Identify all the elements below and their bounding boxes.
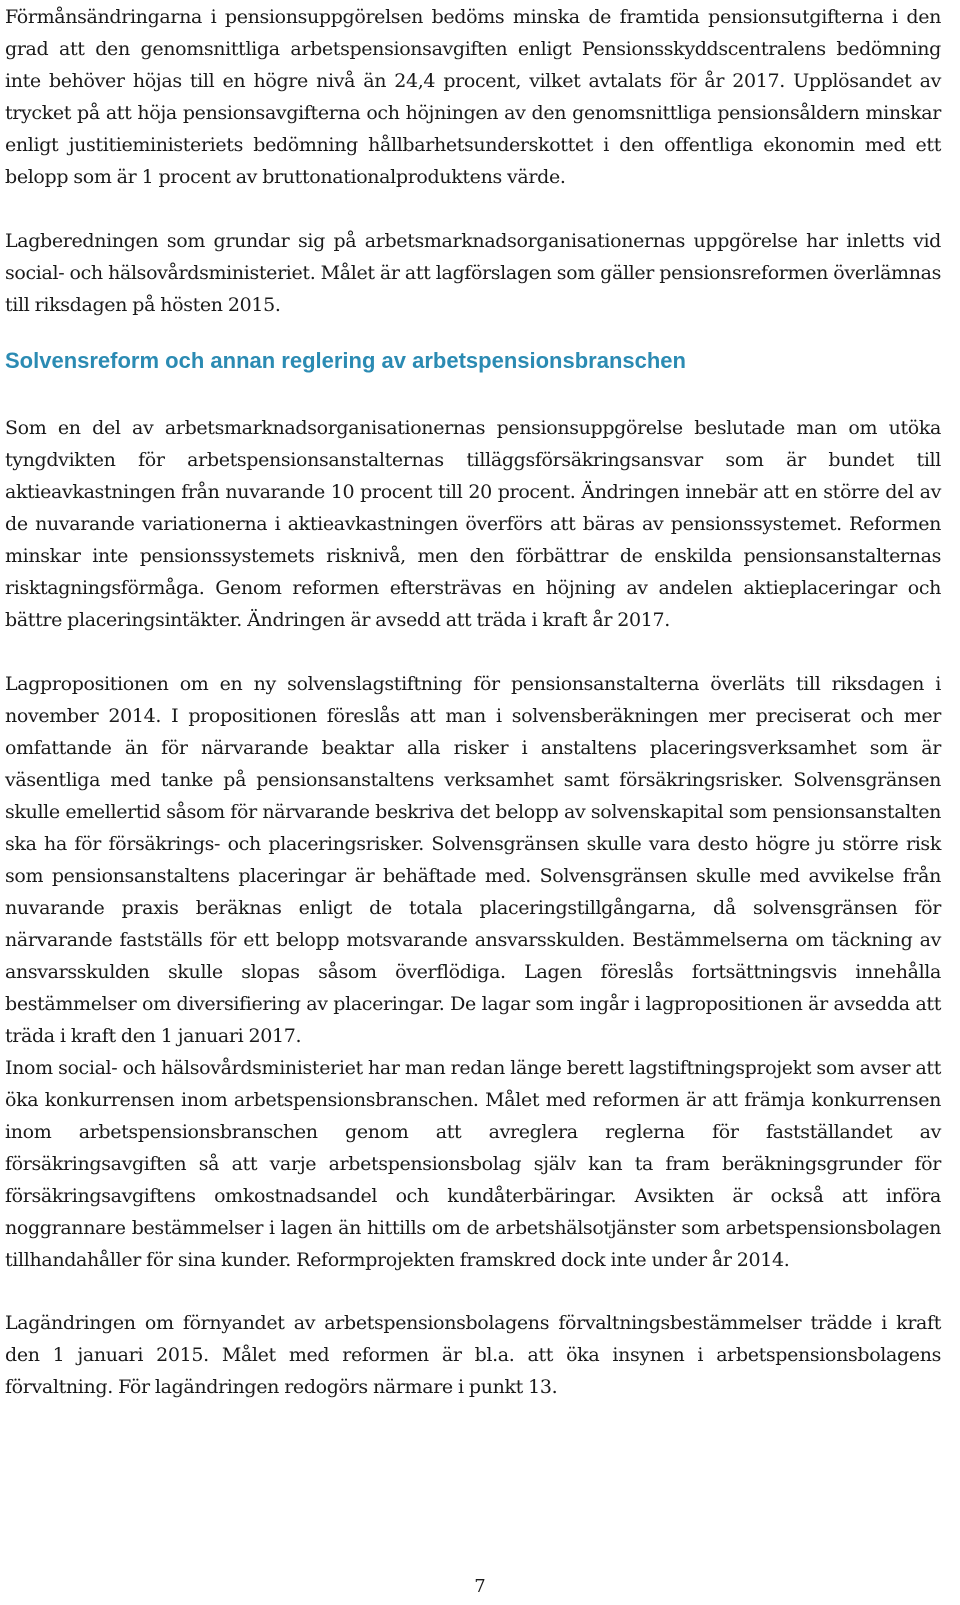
paragraph-law-drafting: Lagberedningen som grundar sig på arbetsmarknadsorganisationernas uppgörelse har inletts vid social- och hälsovårdsministeriet. Målet är att lagförslagen som gäller pensionsreformen överlämnas till riksdagen på hösten 2015. [5,230,941,316]
paragraph-governance-amendment: Lagändringen om förnyandet av arbetspensionsbolagens förvaltningsbestämmelser trädde i kraft den 1 januari 2015. Målet med reformen är bl.a. att öka insynen i arbetspensionsbolagens förvaltning. För lagändringen redogörs närmare i punkt 13. [5,1312,941,1398]
paragraph-solvency-proposal: Lagpropositionen om en ny solvenslagstiftning för pensionsanstalterna överläts till riksdagen i november 2014. I propositionen föreslås att man i solvensberäkningen mer preciserat och mer omfattande än för närvarande beaktar alla risker i anstaltens placeringsverksamhet som är väsentliga med tanke på pensionsanstaltens verksamhet samt försäkringsrisker. Solvensgränsen skulle emellertid såsom för närvarande beskriva det belopp av solvenskapital som pensionsanstalten ska ha för försäkrings- och placeringsrisker. Solvensgränsen skulle vara desto högre ju större risk som pensionsanstaltens placeringar är behäftade med. Solvensgränsen skulle med avvikelse från nuvarande praxis beräknas enligt de totala placeringstillgångarna, då solvensgränsen för närvarande fastställs för ett belopp motsvarande ansvarsskulden. Bestämmelserna om täckning av ansvarsskulden skulle slopas såsom överflödiga. Lagen föreslås fortsättningsvis innehålla bestämmelser om diversifiering av placeringar. De lagar som ingår i lagpropositionen är avsedda att träda i kraft den 1 januari 2017. [5,673,941,1047]
paragraph-equity-linked-buffer: Som en del av arbetsmarknadsorganisationernas pensionsuppgörelse beslutade man om utöka tyngdvikten för arbetspensionsanstalternas tilläggsförsäkringsansvar som är bundet till aktieavkastningen från nuvarande 10 procent till 20 procent. Ändringen innebär att en större del av de nuvarande variationerna i aktieavkastningen överförs att bäras av pensionssystemet. Reformen minskar inte pensionssystemets risknivå, men den förbättrar de enskilda pensionsanstalternas risktagningsförmåga. Genom reformen eftersträvas en höjning av andelen aktieplaceringar och bättre placeringsintäkter. Ändringen är avsedd att träda i kraft år 2017. [5,417,941,631]
page-number: 7 [474,1576,486,1597]
paragraph-competition-reform: Inom social- och hälsovårdsministeriet har man redan länge berett lagstiftningsprojekt som avser att öka konkurrensen inom arbetspensionsbranschen. Målet med reformen är att främja konkurrensen inom arbetspensionsbranschen genom att avreglera reglerna för fastställandet av försäkringsavgiften så att varje arbetspensionsbolag själv kan ta fram beräkningsgrunder för försäkringsavgiftens omkostnadsandel och kundåterbäringar. Avsikten är också att införa noggrannare bestämmelser i lagen än hittills om de arbetshälsotjänster som arbetspensionsbolagen tillhandahåller för sina kunder. Reformprojekten framskred dock inte under år 2014. [5,1057,941,1271]
section-heading-solvency-reform: Solvensreform och annan reglering av arbetspensionsbranschen [5,348,686,373]
paragraph-pension-costs: Förmånsändringarna i pensionsuppgörelsen bedöms minska de framtida pensionsutgifterna i den grad att den genomsnittliga arbetspensionsavgiften enligt Pensionsskyddscentralens bedömning inte behöver höjas till en högre nivå än 24,4 procent, vilket avtalats för år 2017. Upplösandet av trycket på att höja pensionsavgifterna och höjningen av den genomsnittliga pensionsåldern minskar enligt justitieministeriets bedömning hållbarhetsunderskottet i den offentliga ekonomin med ett belopp som är 1 procent av bruttonationalproduktens värde. [5,6,941,188]
